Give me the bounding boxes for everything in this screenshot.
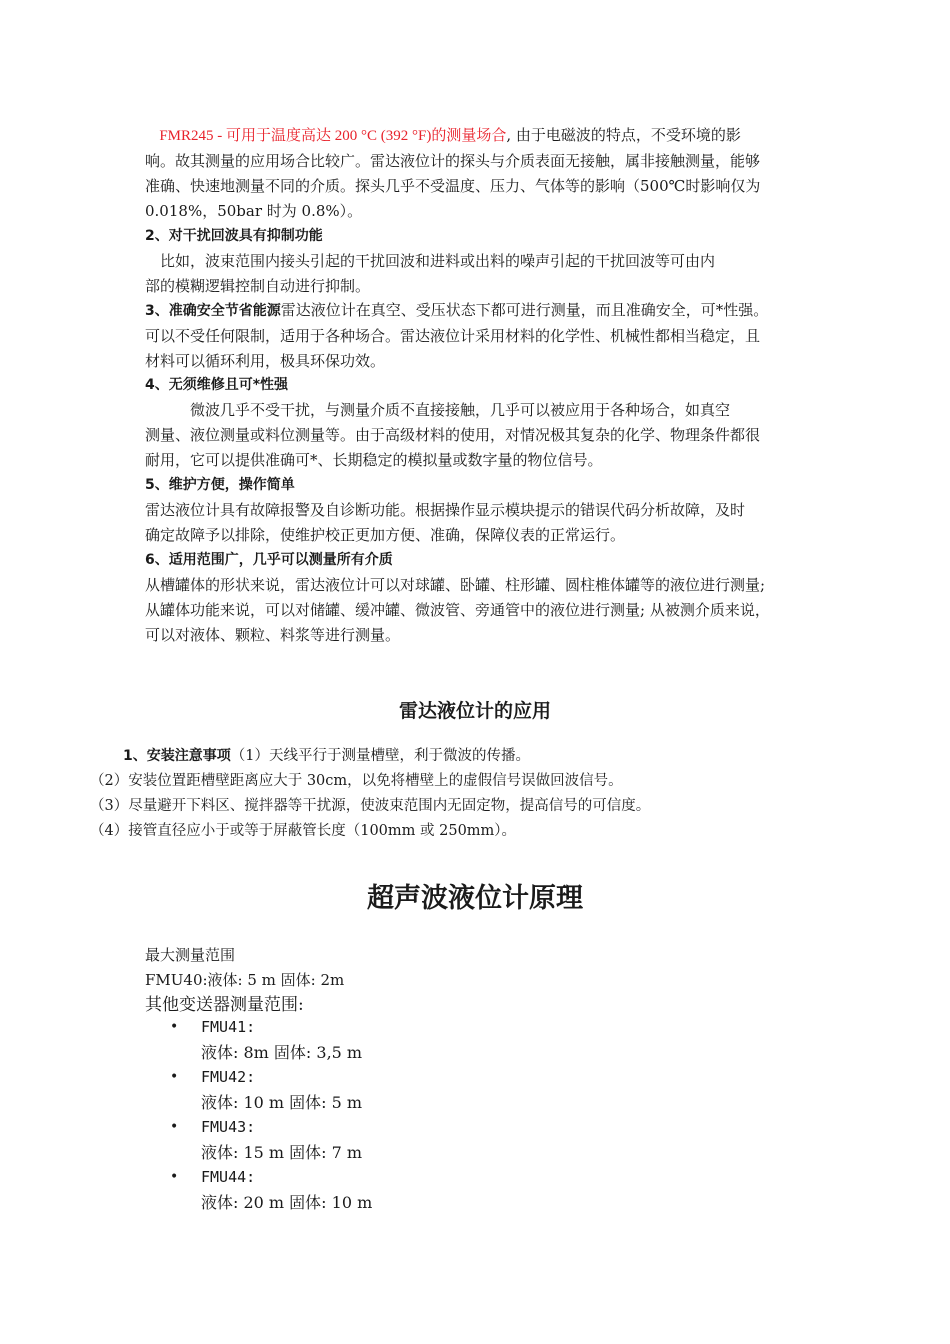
installation-lead: 1、安装注意事项 <box>123 748 231 764</box>
section-4 <box>145 373 810 473</box>
section-2-line-1: 比如，波束范围内接头引起的干扰回波和进料或出料的噪声引起的干扰回波等可由内 <box>145 252 716 270</box>
intro-line-3: 准确、快速地测量不同的介质。探头几乎不受温度、压力、气体等的影响（500℃时影响仅为 <box>145 177 761 195</box>
list-item: • FMU41: 液体: 8m 固体: 3,5 m <box>170 1015 670 1065</box>
ultrasonic-principle-title: 超声波液位计原理 <box>367 883 583 914</box>
section-5-line-2: 确定故障予以排除，使维护校正更加方便、准确，保障仪表的正常运行。 <box>145 526 626 544</box>
section-3-line-2: 可以不受任何限制，适用于各种场合。雷达液位计采用材料的化学性、机械性都相当稳定，且 <box>145 327 761 345</box>
section-6-line-1: 从槽罐体的形状来说，雷达液位计可以对球罐、卧罐、柱形罐、圆柱椎体罐等的液位进行测量; <box>145 576 766 594</box>
section-2-line-2: 部的模糊逻辑控制自动进行抑制。 <box>145 277 371 295</box>
section-6-line-3: 可以对液体、颗粒、料浆等进行测量。 <box>145 626 401 644</box>
section-5-heading: 5、维护方便，操作简单 <box>145 477 295 493</box>
intro-line-4: 0.018%，50bar 时为 0.8%）。 <box>145 202 363 220</box>
fmu40-range: FMU40:液体: 5 m 固体: 2m <box>145 971 345 989</box>
section-4-heading: 4、无须维修且可*性强 <box>145 377 289 393</box>
section-3-line-3: 材料可以循环利用，极具环保功效。 <box>145 352 386 370</box>
installation-line-3: （3）尽量避开下料区、搅拌器等干扰源，使波束范围内无固定物，提高信号的可信度。 <box>90 798 651 814</box>
list-item: • FMU44: 液体: 20 m 固体: 10 m <box>170 1165 670 1215</box>
max-range-block <box>145 943 745 1018</box>
section-6-line-2: 从罐体功能来说，可以对储罐、缓冲罐、微波管、旁通管中的液位进行测量; 从被测介质来说， <box>145 601 770 619</box>
section-3-heading: 3、准确安全节省能源 <box>145 303 281 319</box>
section-6 <box>145 548 810 648</box>
section-5 <box>145 473 810 548</box>
section-2 <box>145 224 810 299</box>
radar-application-title: 雷达液位计的应用 <box>398 700 551 722</box>
intro-line-2: 响。故其测量的应用场合比较广。雷达液位计的探头与介质表面无接触，属非接触测量，能够 <box>145 152 761 170</box>
intro-paragraph <box>145 123 810 224</box>
installation-line-4: （4）接管直径应小于或等于屏蔽管长度（100mm 或 250mm）。 <box>90 823 517 839</box>
bullet-icon: • <box>170 1169 179 1185</box>
section-4-line-3: 耐用，它可以提供准确可*、长期稳定的模拟量或数字量的物位信号。 <box>145 451 603 469</box>
list-item: • FMU43: 液体: 15 m 固体: 7 m <box>170 1115 670 1165</box>
fmu-list <box>170 1015 670 1215</box>
bullet-icon: • <box>170 1069 179 1085</box>
list-item: • FMU42: 液体: 10 m 固体: 5 m <box>170 1065 670 1115</box>
section-6-heading: 6、适用范围广，几乎可以测量所有介质 <box>145 552 393 568</box>
fmr245-red-text: FMR245 - 可用于温度高达 200 °C (392 °F)的测量场合 <box>159 128 507 144</box>
section-5-line-1: 雷达液位计具有故障报警及自诊断功能。根据操作显示模块提示的错误代码分析故障，及时 <box>145 501 746 519</box>
installation-notes: 1、安装注意事项（1）天线平行于测量槽壁，利于微波的传播。 （2）安装位置距槽壁距离应大于 30cm，以免将槽壁上的虚假信号误做回波信号。 （3）尽量避开下料区、搅拌器等干扰源，使波束范围内无固定物，提高信号的可信度。 （4）接管直径应小于或等于屏蔽管长度（100mm 或 250mm）。 <box>90 744 890 844</box>
other-transmitters-label: 其他变送器测量范围: <box>145 995 304 1015</box>
section-4-line-2: 测量、液位测量或料位测量等。由于高级材料的使用，对情况极其复杂的化学、物理条件都很 <box>145 426 761 444</box>
section-4-line-1: 微波几乎不受干扰，与测量介质不直接接触，几乎可以被应用于各种场合，如真空 <box>145 401 731 419</box>
section-3: 3、准确安全节省能源雷达液位计在真空、受压状态下都可进行测量，而且准确安全，可*性强。 可以不受任何限制，适用于各种场合。雷达液位计采用材料的化学性、机械性都相当稳定，且 材料可以循环利用，极具环保功效。 <box>145 298 810 374</box>
installation-line-2: （2）安装位置距槽壁距离应大于 30cm，以免将槽壁上的虚假信号误做回波信号。 <box>90 773 623 789</box>
section-2-heading: 2、对干扰回波具有抑制功能 <box>145 228 323 244</box>
max-range-label: 最大测量范围 <box>145 946 236 964</box>
bullet-icon: • <box>170 1019 179 1035</box>
bullet-icon: • <box>170 1119 179 1135</box>
intro-line-1: FMR245 - 可用于温度高达 200 °C (392 °F)的测量场合, 由于电磁波的特点，不受环境的影 <box>159 126 741 144</box>
